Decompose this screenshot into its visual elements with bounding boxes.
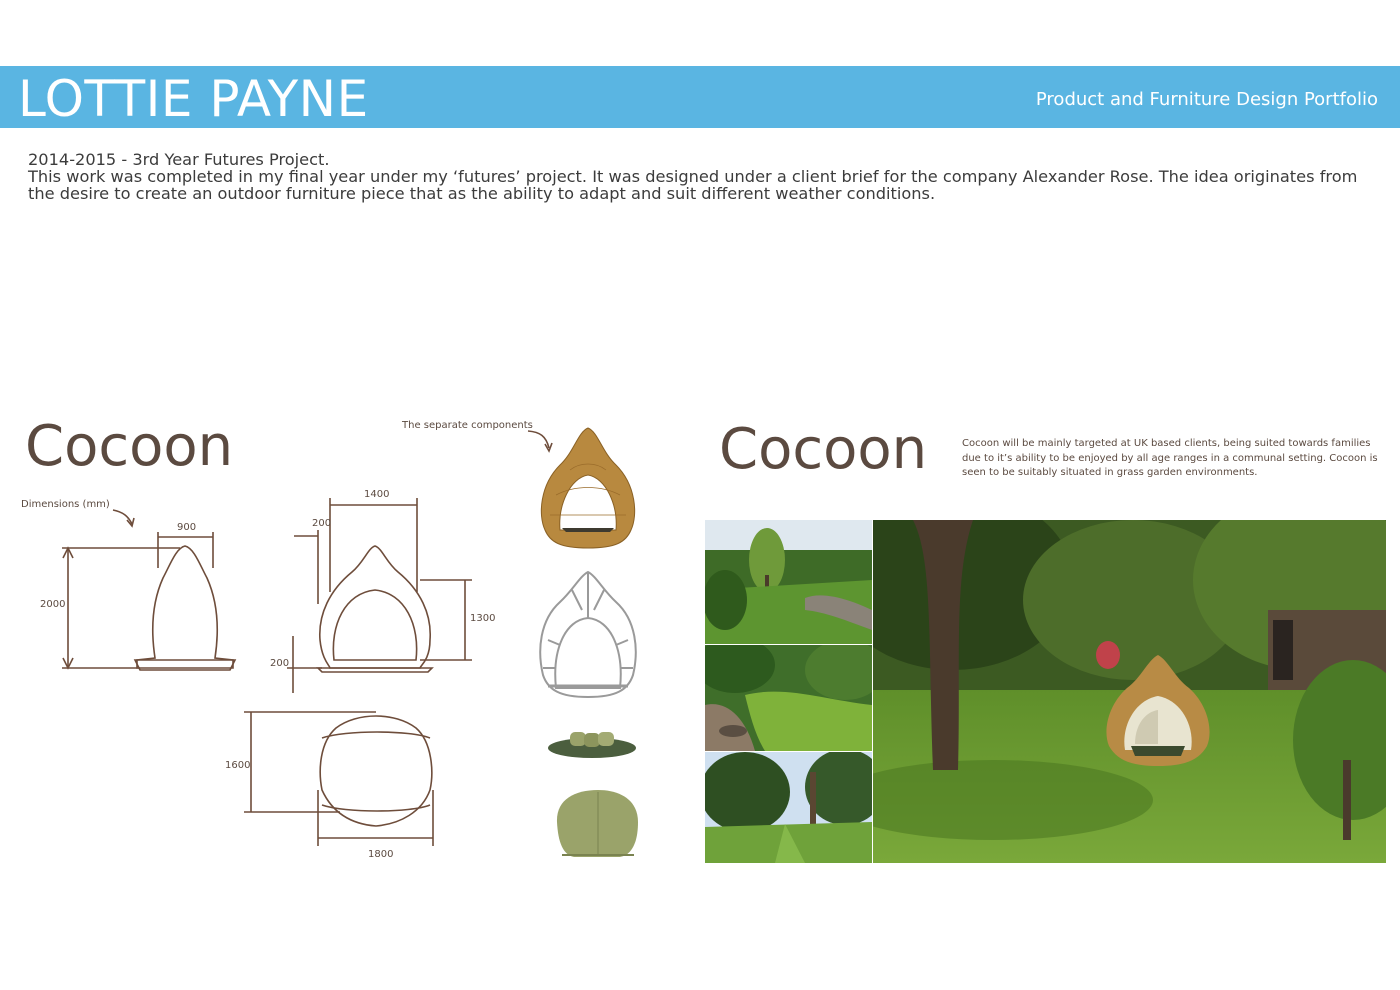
- side-view-outline: [137, 546, 233, 668]
- portfolio-subtitle: Product and Furniture Design Portfolio: [1035, 89, 1378, 110]
- intro-line-2: This work was completed in my final year under my ‘futures’ project. It was designed under a client brief for the company Alexander Rose. The idea originates from: [28, 167, 1358, 186]
- components-label: The separate components: [402, 420, 533, 431]
- front-view-outline: [320, 546, 430, 668]
- front-view-opening: [333, 590, 416, 660]
- cocoon-logo-left: Cocoon: [25, 414, 234, 479]
- target-market-description: Cocoon will be mainly targeted at UK based clients, being suited towards families due to it’s ability to be enjoyed by all age ranges in a communal setting. Cocoon is seen to be suitably situated in grass garden environments.: [962, 438, 1378, 478]
- cover-component: [557, 790, 638, 857]
- cocoon-garden-render: [873, 520, 1386, 863]
- designer-name: LOTTIE PAYNE: [18, 70, 369, 128]
- garden-photo-1: [705, 520, 872, 644]
- dim-1400: 1400: [364, 489, 390, 500]
- cocoon-logo-right: Cocoon: [719, 417, 928, 482]
- dim-200-bottom: 200: [270, 658, 290, 669]
- wicker-shell-component: [541, 428, 634, 548]
- dim-1600: 1600: [225, 760, 251, 771]
- intro-line-1: 2014-2015 - 3rd Year Futures Project.: [28, 150, 330, 169]
- intro-line-3: the desire to create an outdoor furniture piece that as the ability to adapt and suit different weather conditions.: [28, 184, 936, 203]
- dim-2000: 2000: [40, 599, 66, 610]
- dim-200-top: 200: [312, 518, 332, 529]
- garden-photo-2: [705, 645, 872, 751]
- dim-1300: 1300: [470, 613, 496, 624]
- garden-photo-3: [705, 752, 872, 863]
- frame-component: [540, 572, 636, 697]
- dim-1800: 1800: [368, 849, 394, 860]
- dimensions-label: Dimensions (mm): [21, 499, 110, 510]
- cushion-component: [548, 732, 636, 758]
- dim-900: 900: [177, 522, 197, 533]
